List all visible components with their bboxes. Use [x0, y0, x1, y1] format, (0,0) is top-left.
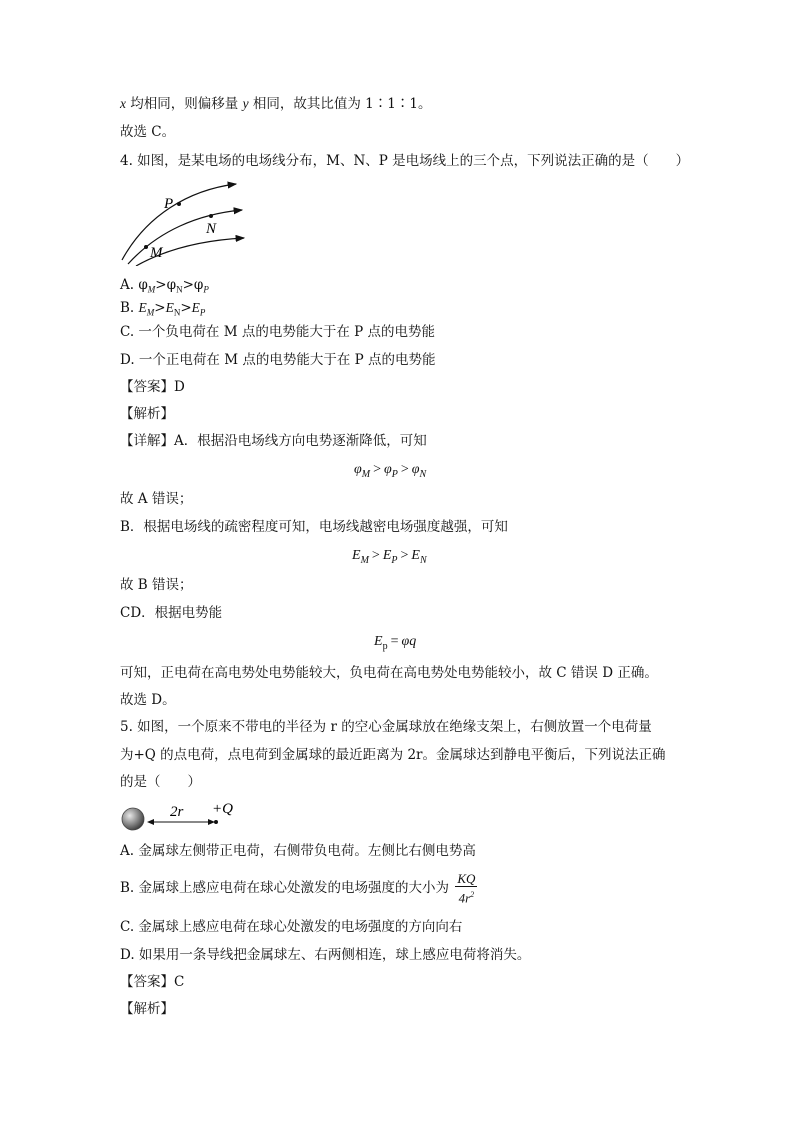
var-x: x: [120, 96, 126, 111]
q5-option-b: B. 金属球上感应电荷在球心处激发的电场强度的大小为 $\frac{KQ}{4r^2}$: [120, 871, 476, 906]
metal-sphere: [122, 808, 144, 830]
q4-answer: 【答案】D: [120, 379, 185, 395]
q5-option-a: A. 金属球左侧带正电荷，右侧带负电荷。左侧比右侧电势高: [120, 843, 476, 859]
question-5-stem-line2: 为+Q 的点电荷，点电荷到金属球的最近距离为 2r。金属球达到静电平衡后，下列说法正确: [120, 747, 666, 763]
q4-b-wrong: 故 B 错误；: [120, 577, 193, 593]
q4-detail-cd: CD．根据电势能: [120, 605, 223, 621]
fraction-kq-4r2: $\frac{KQ}{4r^2}$: [457, 871, 476, 906]
question-4-stem: 4. 如图，是某电场的电场线分布，M、N、P 是电场线上的三个点，下列说法正确的是（ ）: [120, 153, 690, 169]
q5-option-c: C. 金属球上感应电荷在球心处激发的电场强度的方向向右: [120, 919, 463, 935]
q4-conclusion: 可知，正电荷在高电势处电势能较大，负电荷在高电势处电势能较小，故 C 错误 D 正确。: [120, 665, 658, 681]
metal-sphere-figure: [118, 798, 248, 836]
text-line: 故选 C。: [120, 124, 176, 140]
equation-potential-energy: $E_p = \varphi q$: [374, 634, 417, 652]
text-line: x 均相同，则偏移量 y 相同，故其比值为 1∶1∶1。: [120, 96, 432, 112]
question-5-stem-line3: 的是（ ）: [120, 774, 201, 790]
question-5-stem-line1: 5. 如图，一个原来不带电的半径为 r 的空心金属球放在绝缘支架上，右侧放置一个电荷量: [120, 719, 652, 735]
q5-option-d: D. 如果用一条导线把金属球左、右两侧相连，球上感应电荷将消失。: [120, 947, 531, 963]
q4-detail-b: B．根据电场线的疏密程度可知，电场线越密电场强度越强，可知: [120, 519, 508, 535]
q5-answer: 【答案】C: [120, 974, 185, 990]
point-charge: [214, 820, 218, 824]
q4-option-a: A. $\varphi_M>\varphi_N>\varphi_P$: [120, 277, 209, 295]
q4-analysis-label: 【解析】: [120, 406, 174, 422]
q4-a-wrong: 故 A 错误；: [120, 491, 193, 507]
charge-label: +Q: [212, 801, 233, 817]
label-m: M: [150, 245, 163, 261]
var-y: y: [242, 96, 249, 111]
q4-select: 故选 D。: [120, 692, 176, 708]
point-n: [209, 214, 213, 218]
equation-field-strength: $E_M > E_P > E_N$: [352, 548, 427, 566]
q4-option-c: C. 一个负电荷在 M 点的电势能大于在 P 点的电势能: [120, 324, 436, 340]
field-line-middle: [128, 210, 242, 264]
label-p: P: [164, 196, 174, 212]
q4-option-b: B. $E_M>E_N>E_P$: [120, 300, 206, 318]
label-n: N: [206, 221, 217, 237]
q4-detail-a: 【详解】A．根据沿电场线方向电势逐渐降低，可知: [120, 433, 427, 449]
equation-potential: $\varphi_M > \varphi_P > \varphi_N$: [354, 462, 427, 480]
distance-label: 2r: [170, 804, 184, 820]
field-lines-figure: [118, 176, 250, 266]
q5-analysis-label: 【解析】: [120, 1001, 174, 1017]
point-m: [144, 245, 148, 249]
point-p: [177, 202, 181, 206]
q4-option-d: D. 一个正电荷在 M 点的电势能大于在 P 点的电势能: [120, 352, 436, 368]
